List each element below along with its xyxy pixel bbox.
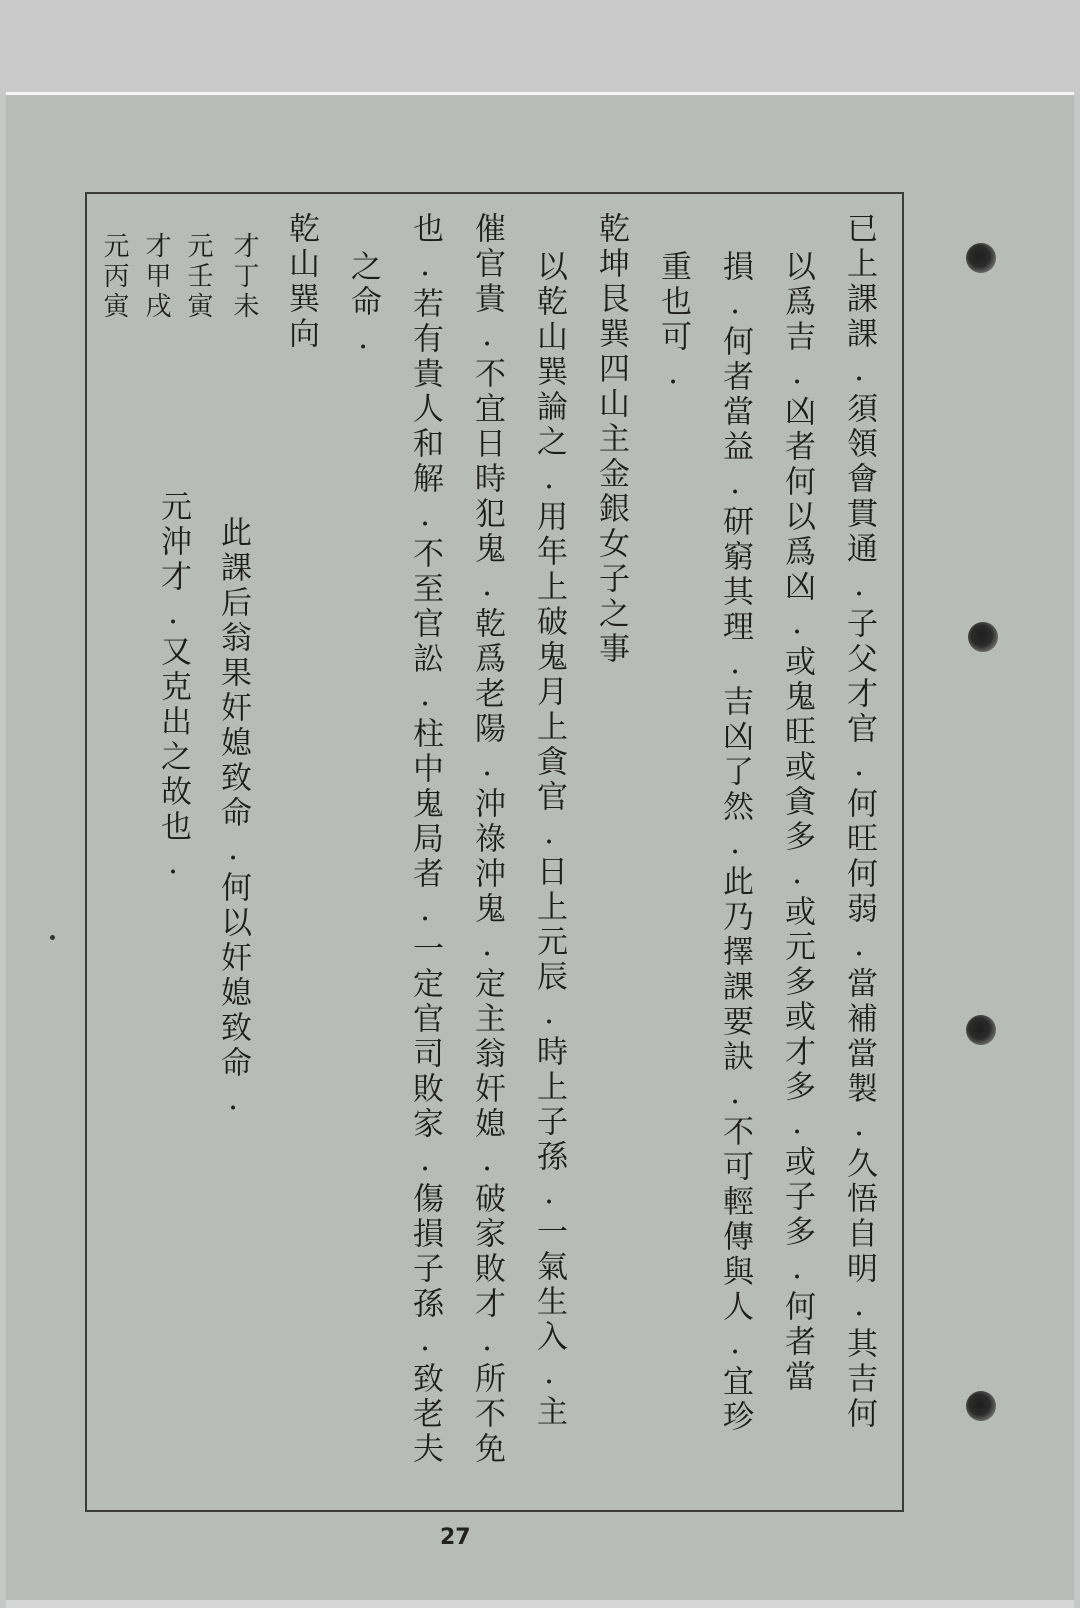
text-column-1: 已上課課.須領會貫通.子父才官.何旺何弱.當補當製.久悟自明.其吉何 (841, 212, 877, 1432)
text-column-7: 催官貴.不宜日時犯鬼.乾爲老陽.沖祿沖鬼.定主翁奸媳.破家敗才.所不免 (469, 212, 505, 1467)
page-bottom-edge (6, 1600, 1074, 1608)
pillar-year: 才丁未 (229, 232, 259, 322)
pillar-hour: 元丙寅 (99, 232, 129, 322)
punch-hole-3 (966, 1015, 996, 1045)
section-heading: 乾坤艮巽四山主金銀女子之事 (593, 212, 629, 667)
text-column-3: 損.何者當益.研窮其理.吉凶了然.此乃擇課要訣.不可輕傳與人.宜珍 (717, 250, 753, 1435)
note-column-1: 此課后翁果奸媳致命.何以奸媳致命. (215, 516, 251, 1121)
text-column-9: 之命. (345, 250, 381, 360)
text-column-2: 以爲吉.凶者何以爲凶.或鬼旺或貪多.或元多或才多.或子多.何者當 (779, 250, 815, 1395)
page-number: 27 (440, 1525, 471, 1550)
top-margin (0, 0, 1080, 92)
chart-heading: 乾山巽向 (283, 212, 319, 352)
text-column-8: 也.若有貴人和解.不至官訟.柱中鬼局者.一定官司敗家.傷損子孫.致老夫 (407, 212, 443, 1467)
stray-mark (50, 935, 55, 940)
pillar-day: 才甲戌 (141, 232, 171, 322)
punch-hole-2 (968, 622, 998, 652)
punch-hole-4 (966, 1391, 996, 1421)
pillar-month: 元壬寅 (183, 232, 213, 322)
text-column-4: 重也可. (655, 250, 691, 395)
note-column-2: 元沖才.又克出之故也. (155, 490, 191, 885)
punch-hole-1 (966, 243, 996, 273)
text-column-6: 以乾山巽論之.用年上破鬼月上貪官.日上元辰.時上子孫.一氣生入.主 (531, 250, 567, 1430)
